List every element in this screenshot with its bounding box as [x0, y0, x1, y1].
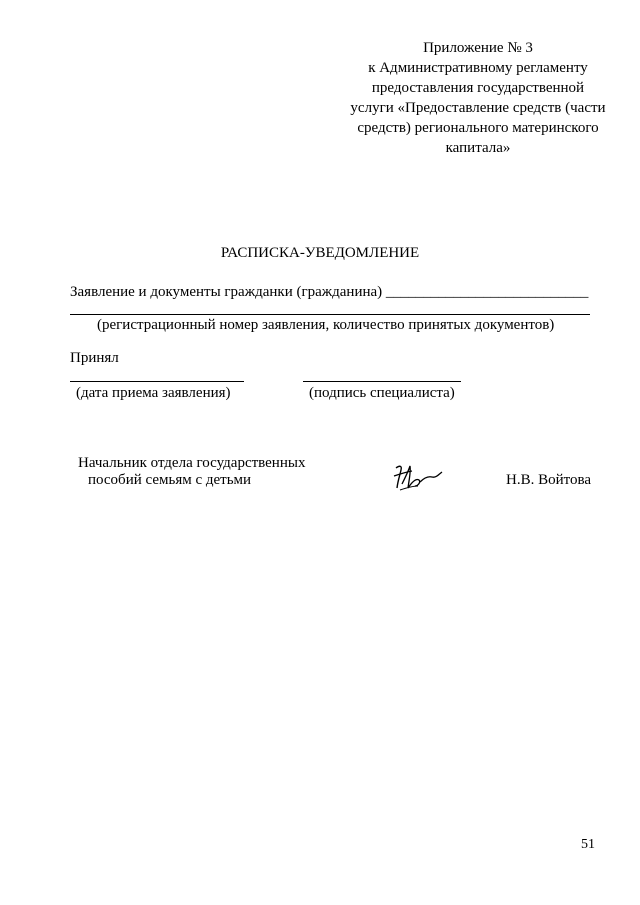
signatory-position-line: пособий семьям с детьми: [88, 472, 252, 488]
appendix-line: предоставления государственной: [371, 80, 585, 96]
application-line: Заявление и документы гражданки (гражданина) ___________________________: [70, 284, 589, 300]
handwritten-signature: [392, 462, 446, 494]
appendix-line: капитала»: [445, 140, 511, 156]
registration-number-rule: [70, 314, 590, 315]
signature-caption: (подпись специалиста): [309, 385, 455, 401]
signatory-position-line: Начальник отдела государственных: [78, 455, 306, 471]
document-title: РАСПИСКА-УВЕДОМЛЕНИЕ: [220, 245, 420, 261]
accepted-label: Принял: [70, 350, 119, 366]
signature-rule: [303, 381, 461, 382]
page-number: 51: [581, 837, 595, 852]
appendix-line: услуги «Предоставление средств (части: [350, 100, 606, 116]
appendix-line: Приложение № 3: [423, 40, 533, 56]
date-rule: [70, 381, 244, 382]
signatory-name: Н.В. Войтова: [506, 472, 592, 488]
registration-caption: (регистрационный номер заявления, количество принятых документов): [97, 317, 555, 333]
appendix-header: [318, 38, 638, 158]
date-caption: (дата приема заявления): [76, 385, 231, 401]
signatory-position: [78, 455, 305, 489]
appendix-line: к Административному регламенту: [368, 60, 588, 76]
appendix-line: средств) регионального материнского: [357, 120, 599, 136]
